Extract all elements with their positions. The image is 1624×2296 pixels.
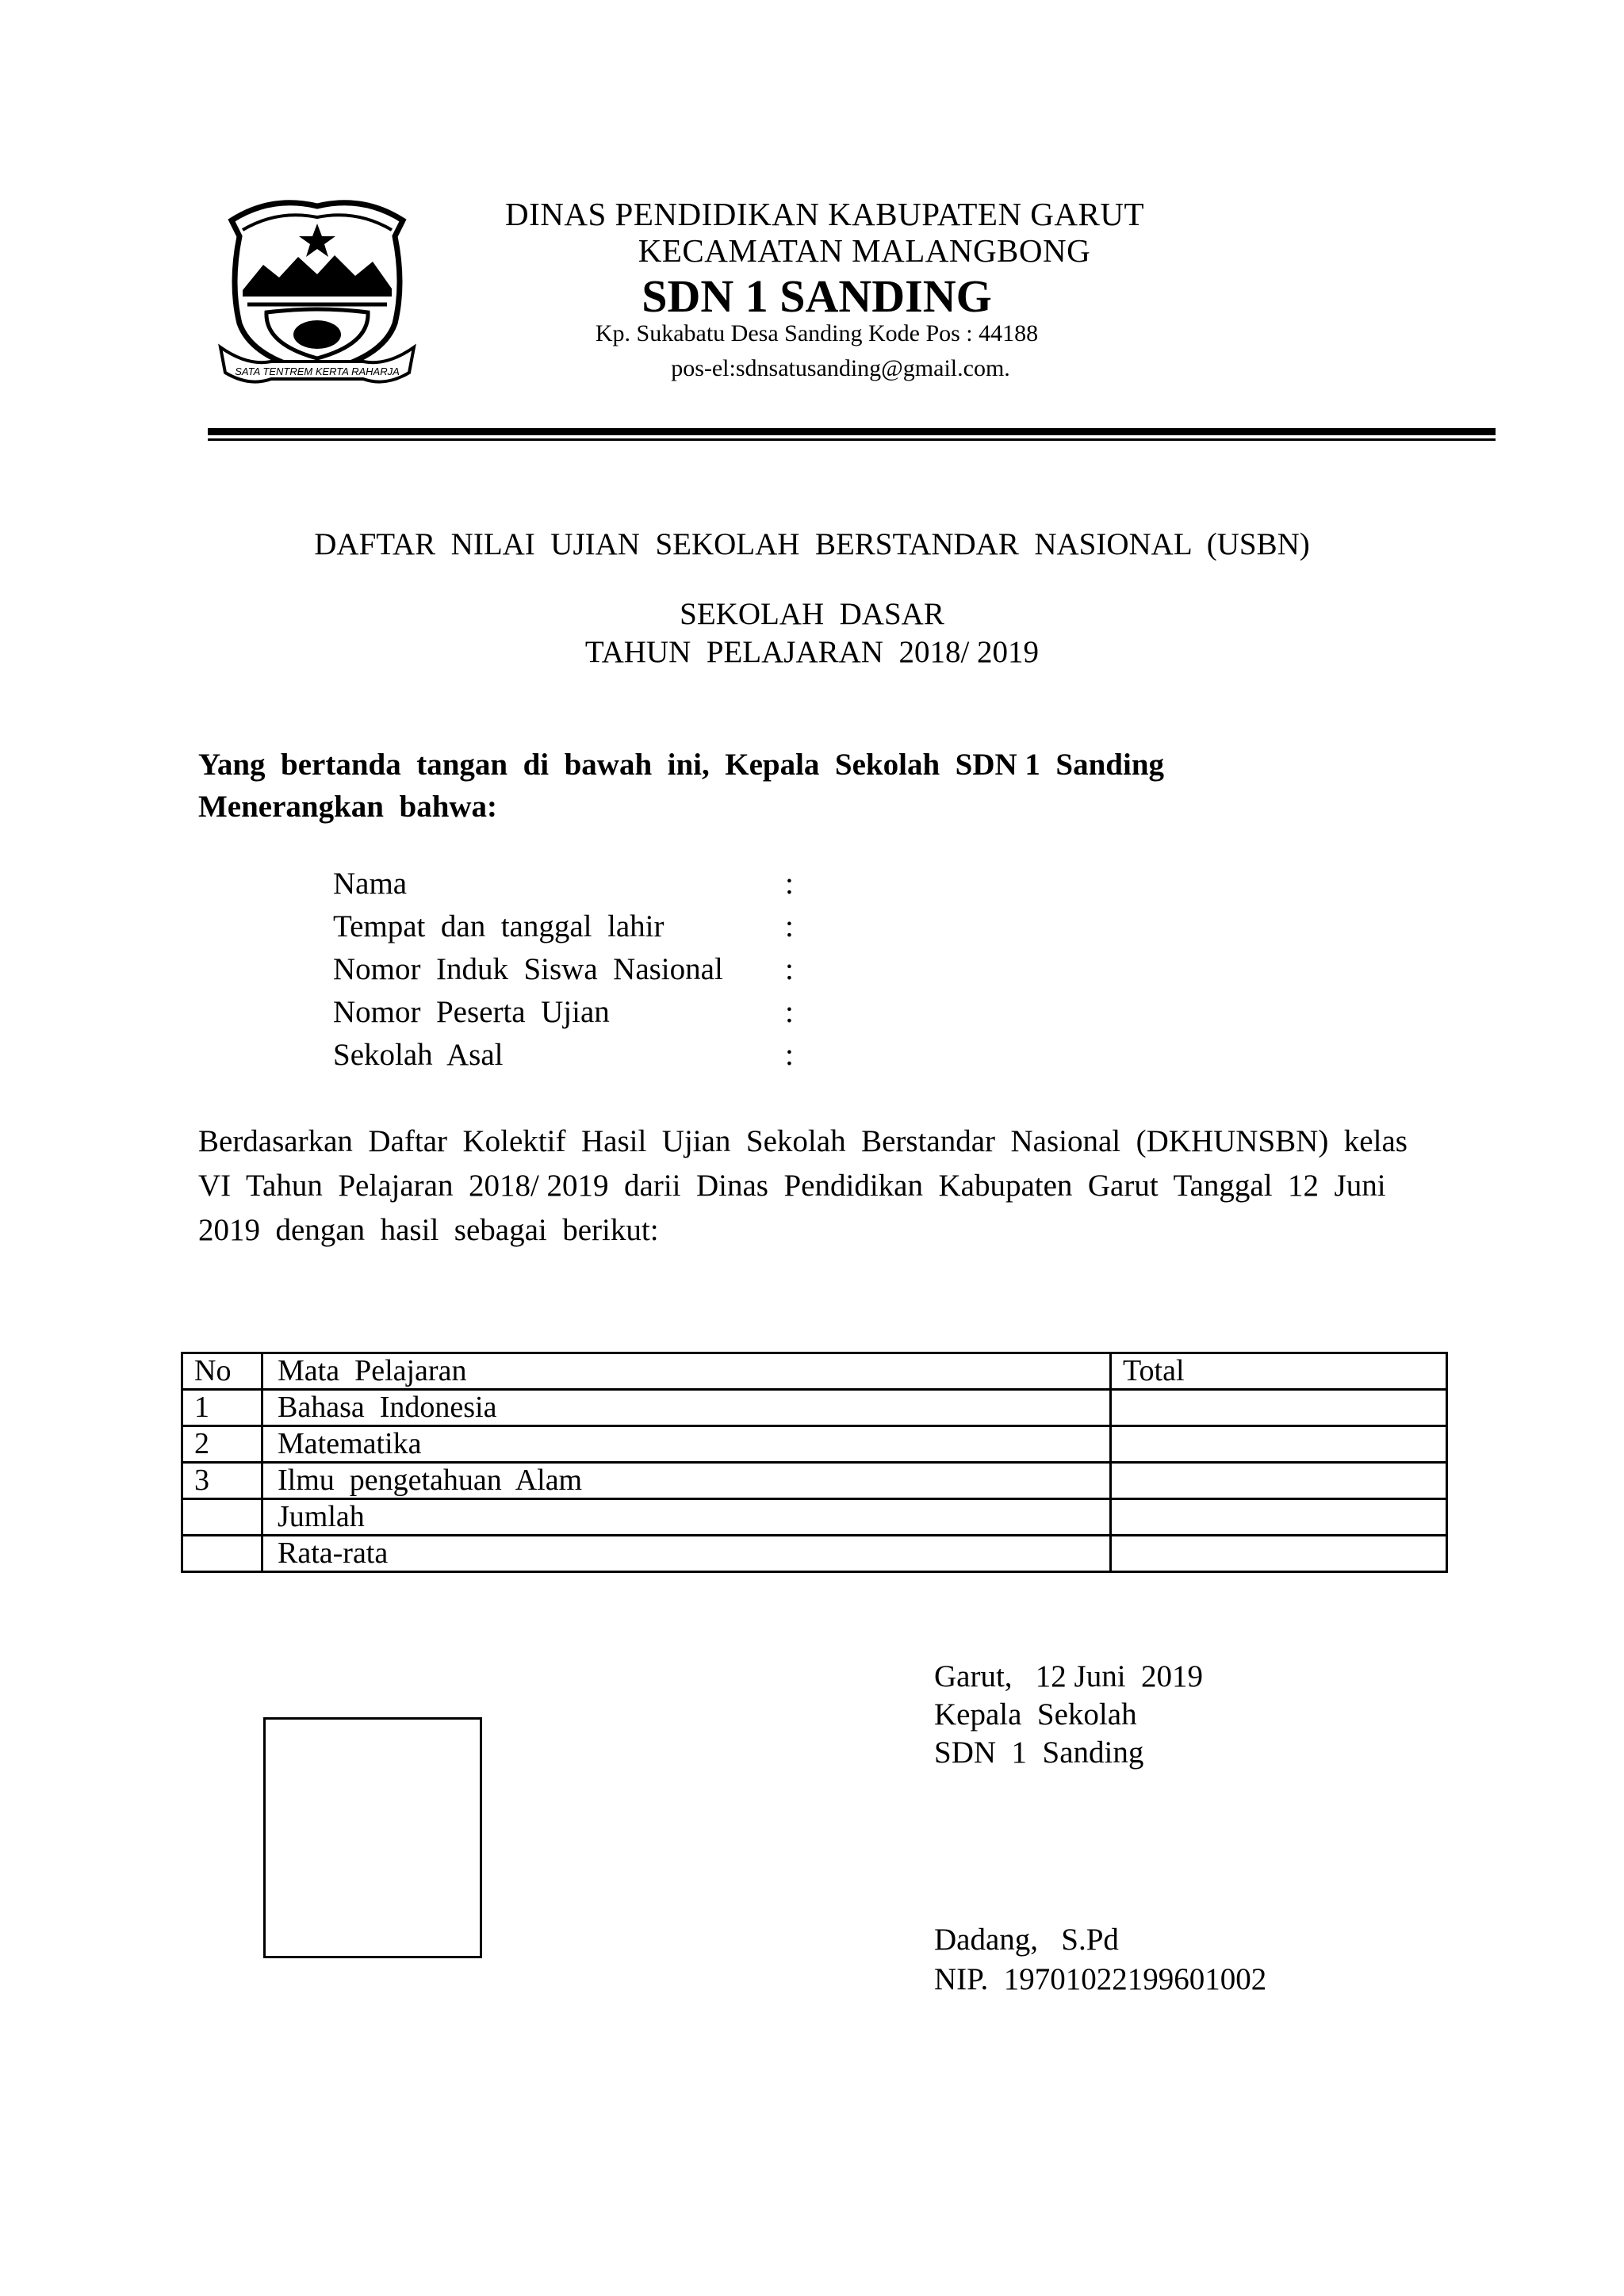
intro-line-2: Menerangkan bahwa: — [198, 790, 498, 824]
header-subject: Mata Pelajaran — [262, 1353, 1111, 1390]
table-header-row — [182, 1353, 1447, 1390]
signature-place-date: Garut, 12 Juni 2019 — [934, 1659, 1204, 1693]
cell-no — [182, 1499, 262, 1536]
district-name: KECAMATAN MALANGBONG — [638, 232, 1091, 269]
intro-line-1: Yang bertanda tangan di bawah ini, Kepala Sekolah SDN 1 Sanding — [198, 748, 1165, 782]
signature-position: Kepala Sekolah — [934, 1697, 1137, 1732]
document-subtitle-level: SEKOLAH DASAR — [680, 597, 944, 631]
field-label-name: Nama — [333, 867, 408, 901]
table-row — [182, 1390, 1447, 1426]
cell-subject: Matematika — [262, 1426, 1111, 1463]
school-address: Kp. Sukabatu Desa Sanding Kode Pos : 44188 — [595, 320, 1039, 346]
grades-table — [181, 1352, 1448, 1573]
field-colon: : — [785, 995, 794, 1029]
signatory-nip: NIP. 19701022199601002 — [934, 1962, 1267, 1996]
letterhead-rule-thin — [208, 438, 1496, 441]
field-colon: : — [785, 909, 794, 943]
field-label-exam-number: Nomor Peserta Ujian — [333, 995, 610, 1029]
header-total: Total — [1111, 1353, 1447, 1390]
body-paragraph-line: 2019 dengan hasil sebagai berikut: — [198, 1213, 659, 1247]
cell-subject: Rata-rata — [262, 1536, 1111, 1572]
body-paragraph-line: VI Tahun Pelajaran 2018/ 2019 darii Dinas Pendidikan Kabupaten Garut Tanggal 12 Juni — [198, 1169, 1386, 1203]
agency-name: DINAS PENDIDIKAN KABUPATEN GARUT — [504, 196, 1145, 232]
field-label-origin-school: Sekolah Asal — [333, 1038, 504, 1072]
table-row — [182, 1499, 1447, 1536]
body-paragraph-line: Berdasarkan Daftar Kolektif Hasil Ujian Sekolah Berstandar Nasional (DKHUNSBN) kelas — [198, 1124, 1408, 1158]
signature-school: SDN 1 Sanding — [934, 1735, 1144, 1770]
cell-total — [1111, 1426, 1447, 1463]
cell-total — [1111, 1536, 1447, 1572]
regency-logo — [216, 189, 419, 387]
letterhead-rule-thick — [208, 428, 1496, 435]
body-paragraph — [198, 1119, 1435, 1253]
field-label-nisn: Nomor Induk Siswa Nasional — [333, 952, 723, 986]
table-row — [182, 1426, 1447, 1463]
document-title: DAFTAR NILAI UJIAN SEKOLAH BERSTANDAR NASIONAL (USBN) — [314, 527, 1310, 561]
cell-subject: Jumlah — [262, 1499, 1111, 1536]
header-no: No — [182, 1353, 262, 1390]
field-colon: : — [785, 867, 794, 901]
cell-no — [182, 1536, 262, 1572]
cell-no: 2 — [182, 1426, 262, 1463]
cell-subject: Ilmu pengetahuan Alam — [262, 1463, 1111, 1499]
cell-total — [1111, 1463, 1447, 1499]
photo-box — [263, 1717, 482, 1958]
field-colon: : — [785, 1038, 794, 1072]
table-row — [182, 1463, 1447, 1499]
table-row — [182, 1536, 1447, 1572]
school-email: pos-el:sdnsatusanding@gmail.com. — [671, 355, 1010, 381]
cell-no: 3 — [182, 1463, 262, 1499]
field-colon: : — [785, 952, 794, 986]
cell-no: 1 — [182, 1390, 262, 1426]
field-label-birth: Tempat dan tanggal lahir — [333, 909, 665, 943]
cell-total — [1111, 1499, 1447, 1536]
document-subtitle-year: TAHUN PELAJARAN 2018/ 2019 — [584, 635, 1040, 669]
cell-subject: Bahasa Indonesia — [262, 1390, 1111, 1426]
signatory-name: Dadang, S.Pd — [934, 1923, 1119, 1957]
cell-total — [1111, 1390, 1447, 1426]
logo-motto: SATA TENTREM KERTA RAHARJA — [235, 365, 400, 377]
school-name: SDN 1 SANDING — [642, 270, 992, 322]
